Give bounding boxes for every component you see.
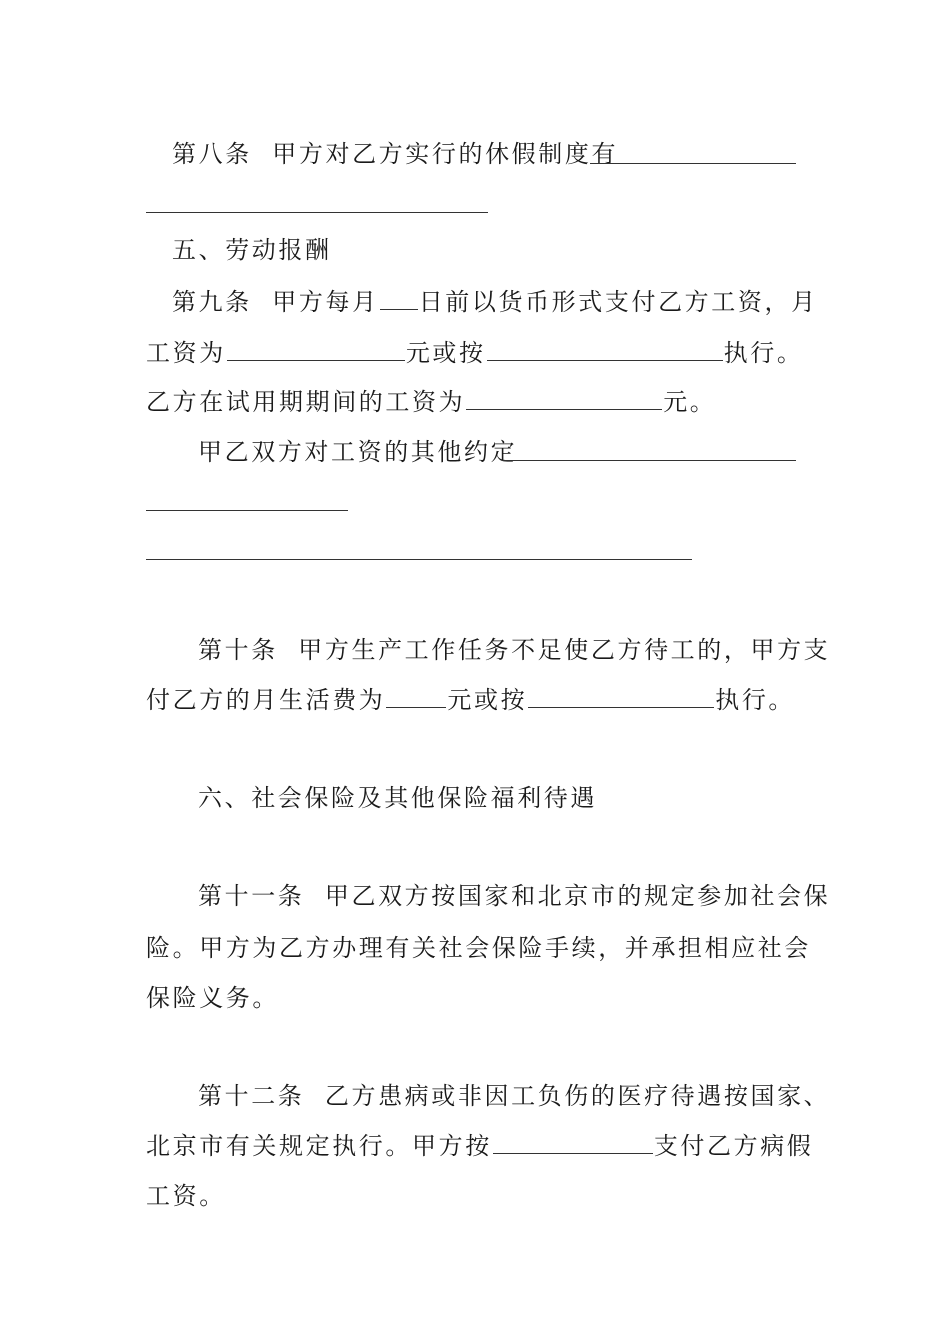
- article-11-line-2: 险。甲方为乙方办理有关社会保险手续，并承担相应社会: [146, 934, 811, 962]
- article-8-blank-1: [590, 163, 796, 164]
- article-12-line-2: [146, 1130, 814, 1162]
- living-allowance-blank: [386, 685, 446, 708]
- article-10-text-c: 元或按: [447, 686, 528, 714]
- article-9-text-c: 工资为: [146, 339, 226, 367]
- article-11-text-1: 甲乙双方按国家和北京市的规定参加社会保: [324, 882, 831, 910]
- article-9-line-4: [198, 436, 858, 468]
- article-9-text-d: 元或按: [405, 339, 486, 367]
- article-8-label: 第八条: [172, 140, 252, 168]
- monthly-wage-blank: [227, 338, 405, 361]
- section-5-heading: 五、劳动报酬: [172, 236, 332, 264]
- allowance-standard-blank: [528, 685, 714, 708]
- article-12-line-3: 工资。: [146, 1182, 226, 1210]
- article-10-text-d: 执行。: [715, 686, 796, 714]
- article-11-label: 第十一条: [198, 882, 305, 910]
- article-8-text: 甲方对乙方实行的休假制度有: [272, 140, 619, 168]
- article-11-line-3: 保险义务。: [146, 984, 279, 1012]
- article-12-line-1: [198, 1080, 858, 1112]
- probation-wage-blank: [466, 387, 662, 410]
- article-11-line-1: [198, 880, 858, 912]
- article-9-day-blank: [380, 287, 418, 310]
- article-9-text-g: 元。: [663, 388, 717, 416]
- article-9-text-e: 执行。: [723, 339, 804, 367]
- article-10-text-a: 甲方生产工作任务不足使乙方待工的，甲方支: [298, 636, 831, 664]
- article-9-text-f: 乙方在试用期期间的工资为: [146, 388, 466, 416]
- article-12-text-2b: 支付乙方病假: [653, 1132, 814, 1160]
- sick-pay-standard-blank: [493, 1131, 653, 1154]
- other-agreement-blank-1: [502, 460, 796, 461]
- article-12-text-2a: 北京市有关规定执行。甲方按: [146, 1132, 492, 1160]
- article-9-label: 第九条: [172, 288, 252, 316]
- article-9-other: 甲乙双方对工资的其他约定: [198, 438, 518, 466]
- other-agreement-blank-2: [146, 510, 348, 511]
- article-8-line-1: [172, 138, 832, 170]
- article-10-line-1: [198, 634, 858, 666]
- article-9-line-3: [146, 386, 806, 418]
- article-10-line-2: [146, 684, 806, 716]
- article-9-line-1: [172, 286, 832, 318]
- article-9-line-2: [146, 337, 806, 369]
- article-8-blank-2: [146, 212, 488, 213]
- article-9-text-b: 日前以货币形式支付乙方工资，月: [418, 288, 818, 316]
- article-12-label: 第十二条: [198, 1082, 305, 1110]
- article-12-text-1: 乙方患病或非因工负伤的医疗待遇按国家、: [324, 1082, 831, 1110]
- other-agreement-blank-3: [146, 559, 692, 560]
- article-9-text-a: 甲方每月: [272, 288, 379, 316]
- article-10-label: 第十条: [198, 636, 278, 664]
- article-10-text-b: 付乙方的月生活费为: [146, 686, 386, 714]
- section-6-heading: 六、社会保险及其他保险福利待遇: [198, 784, 597, 812]
- wage-standard-blank: [487, 338, 723, 361]
